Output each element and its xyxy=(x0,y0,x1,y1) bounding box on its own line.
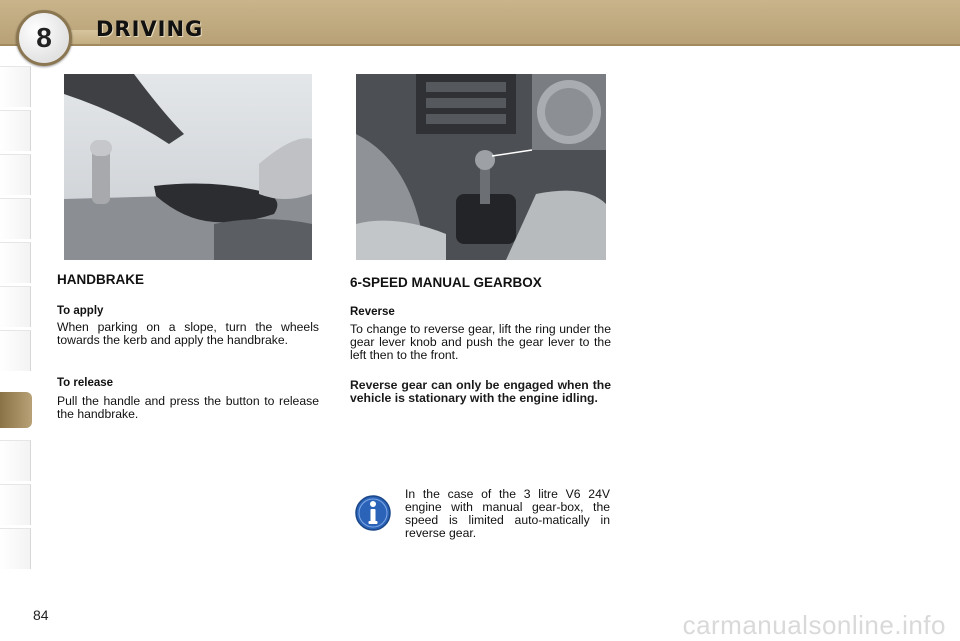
reverse-text: To change to reverse gear, lift the ring under the gear lever knob and push the gear lever to the left then to the front. xyxy=(350,322,611,362)
gearbox-photo xyxy=(356,74,606,260)
chapter-tab[interactable] xyxy=(0,440,31,481)
chapter-number-badge xyxy=(16,10,72,66)
chapter-tab[interactable] xyxy=(0,198,31,239)
handbrake-photo xyxy=(64,74,312,260)
chapter-tab-active[interactable] xyxy=(0,392,32,428)
chapter-tab[interactable] xyxy=(0,66,31,107)
apply-text: When parking on a slope, turn the wheels towards the kerb and apply the handbrake. xyxy=(57,320,319,347)
chapter-tab[interactable] xyxy=(0,330,31,371)
gearbox-title: 6-SPEED MANUAL GEARBOX xyxy=(350,275,542,290)
release-heading: To release xyxy=(57,377,114,389)
release-text: Pull the handle and press the button to release the handbrake. xyxy=(57,394,319,421)
chapter-number: 8 xyxy=(36,22,52,53)
chapter-title: DRIVING xyxy=(96,17,204,41)
chapter-tab[interactable] xyxy=(0,528,31,569)
reverse-heading: Reverse xyxy=(350,306,395,318)
page-number: 84 xyxy=(33,607,49,623)
reverse-warning: Reverse gear can only be engaged when the vehicle is stationary with the engine idling. xyxy=(350,378,611,405)
chapter-tab[interactable] xyxy=(0,242,31,283)
chapter-tab[interactable] xyxy=(0,110,31,151)
handbrake-title: HANDBRAKE xyxy=(57,272,144,287)
chapter-tab[interactable] xyxy=(0,484,31,525)
chapter-tab[interactable] xyxy=(0,154,31,195)
apply-heading: To apply xyxy=(57,305,104,317)
watermark: carmanualsonline.info xyxy=(682,610,946,640)
info-icon xyxy=(354,494,392,532)
chapter-tab-rail xyxy=(0,66,32,576)
chapter-tab[interactable] xyxy=(0,286,31,327)
info-note-text: In the case of the 3 litre V6 24V engine with manual gear-box, the speed is limited auto-matically in reverse gear. xyxy=(405,487,610,540)
